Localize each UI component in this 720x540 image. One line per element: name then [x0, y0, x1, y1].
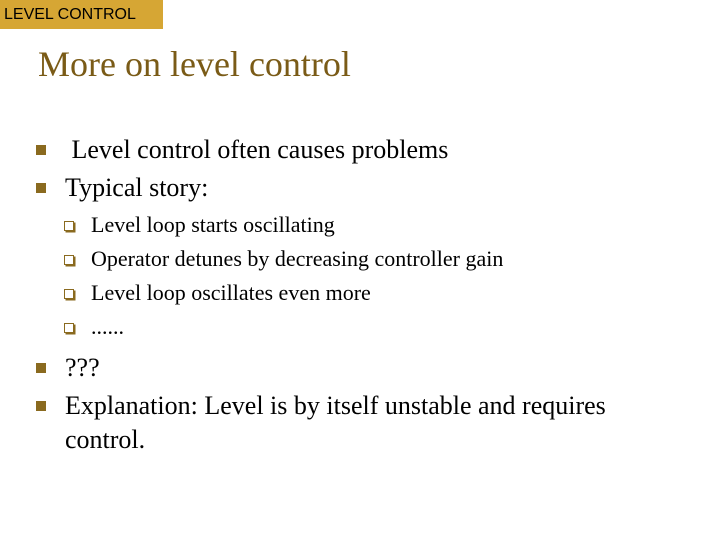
- checkbox-bullet-icon: [64, 255, 74, 265]
- checkbox-bullet-icon: [64, 323, 74, 333]
- sub-bullet-text: Level loop starts oscillating: [91, 212, 335, 237]
- slide-title: More on level control: [38, 44, 351, 84]
- bullet-text: Explanation: Level is by itself unstable and requires: [65, 391, 606, 420]
- sub-bullet-text: Level loop oscillates even more: [91, 280, 371, 305]
- bullet-text-continuation: control.: [65, 425, 146, 454]
- checkbox-bullet-icon: [64, 221, 74, 231]
- square-bullet-icon: [36, 145, 46, 155]
- section-tag: LEVEL CONTROL: [0, 0, 163, 29]
- bullet-text: Level control often causes problems: [65, 135, 449, 164]
- checkbox-bullet-icon: [64, 289, 74, 299]
- sub-bullet-text: ......: [91, 314, 124, 339]
- square-bullet-icon: [36, 363, 46, 373]
- sub-bullet-text: Operator detunes by decreasing controller gain: [91, 246, 504, 271]
- square-bullet-icon: [36, 183, 46, 193]
- square-bullet-icon: [36, 401, 46, 411]
- bullet-text: ???: [65, 353, 100, 382]
- bullet-text: Typical story:: [65, 173, 209, 202]
